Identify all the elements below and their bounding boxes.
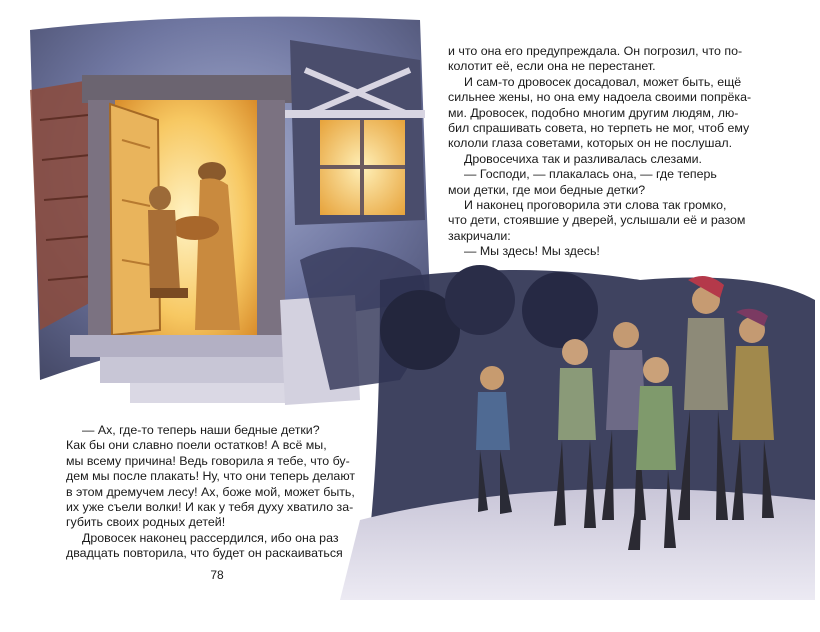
text-line: — Ах, где-то теперь наши бедные детки? [82, 423, 320, 437]
text-line: мои детки, где мои бедные детки? [448, 182, 646, 197]
page-number: 78 [210, 568, 224, 582]
text-line: губить своих родных детей! [66, 515, 226, 530]
text-line: их уже съели волки! И как у тебя духу хватило за- [66, 500, 354, 515]
text-line: и что она его предупреждала. Он погрозил, что по- [448, 44, 743, 58]
text-column-right [448, 44, 818, 260]
text-line: кололи глаза советами, которых он не послушал. [448, 136, 733, 151]
text-column-left [66, 423, 366, 562]
text-line: Дровосечиха так и разливалась слезами. [464, 151, 702, 166]
text-line: двадцать повторила, что будет он раскаиваться [66, 546, 343, 561]
text-line: бил спрашивать совета, но терпеть не мог, чтоб ему [448, 121, 750, 136]
children-scene [340, 265, 815, 600]
text-line: И сам-то дровосек досадовал, может быть, ещё [464, 74, 742, 89]
text-line: что дети, стоявшие у дверей, услышали её и разом [448, 213, 746, 228]
text-line: колотит её, если она не перестанет. [448, 59, 656, 74]
text-line: мы всему причина! Ведь говорила я тебе, что бу- [66, 453, 350, 468]
text-line: И наконец проговорила эти слова так громко, [464, 198, 727, 213]
text-line: сильнее жены, но она ему надоела своими попрёка- [448, 90, 752, 105]
text-line: ми. Дровосек, подобно многим другим людям, лю- [448, 105, 739, 120]
text-line: Дровосек наконец рассердился, ибо она раз [82, 530, 339, 545]
house-scene [30, 17, 430, 405]
text-line: — Мы здесь! Мы здесь! [464, 244, 600, 259]
text-line: дем мы после плакать! Ну, что они теперь делают [66, 469, 356, 484]
text-line: — Господи, — плакалась она, — где теперь [464, 167, 717, 182]
text-line: Как бы они славно поели остатков! А всё мы, [66, 438, 327, 453]
text-line: закричали: [448, 228, 511, 243]
text-line: в этом дремучем лесу! Ах, боже мой, может быть, [66, 484, 355, 499]
